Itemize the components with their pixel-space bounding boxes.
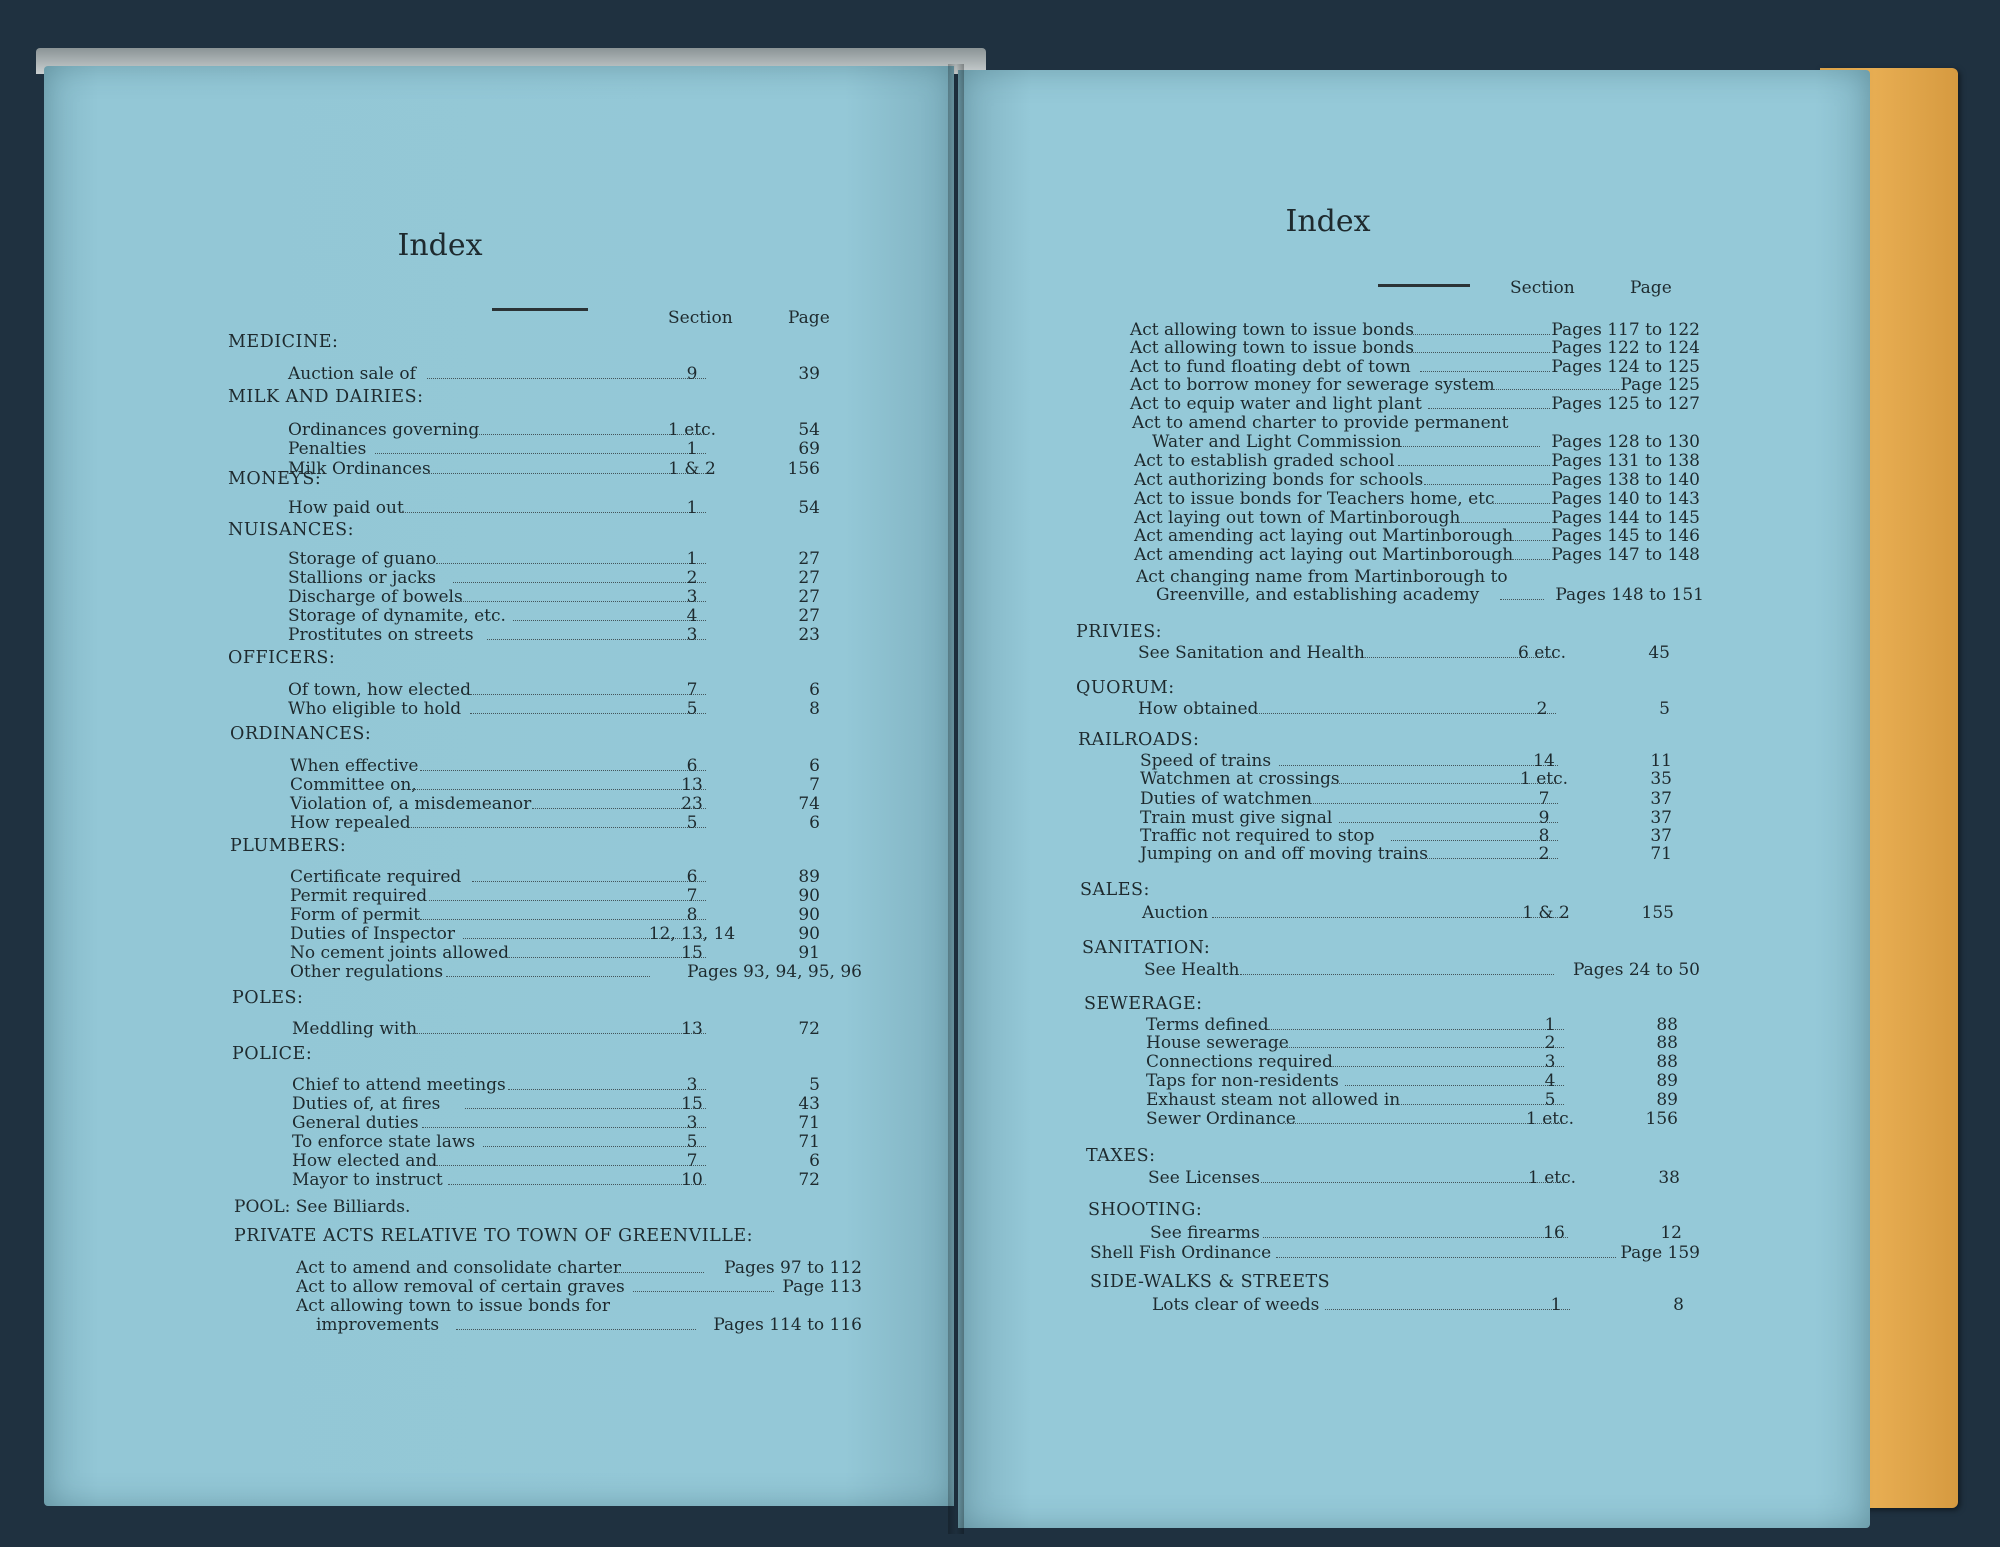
entry-page: 90 [798,905,820,925]
index-entry[interactable] [1130,320,1700,340]
entry-section: 7 [1538,789,1550,809]
category-heading: ORDINANCES: [230,724,372,744]
entry-label: Duties of watchmen [1140,789,1313,809]
entry-label: No cement joints allowed [290,943,510,963]
index-entry[interactable] [288,625,820,645]
entry-label: Auction sale of [288,364,416,384]
entry-label-line1: Act changing name from Martinborough to [1136,567,1508,587]
entry-page: 88 [1656,1015,1678,1035]
entry-label: Act to fund floating debt of town [1130,357,1411,377]
entry-page: 27 [798,549,820,569]
entry-label: Act to issue bonds for Teachers home, etc [1134,489,1495,509]
entry-page-reference: Page 125 [1620,375,1700,395]
entry-page: 54 [798,498,820,518]
page-column-header: Page [1630,278,1672,298]
entry-section: 4 [1544,1071,1556,1091]
entry-label: See Licenses [1148,1168,1260,1188]
index-entry[interactable] [288,498,820,518]
index-entry[interactable] [1134,470,1700,490]
index-entry[interactable] [1146,1090,1678,1110]
entry-label-line2: Water and Light Commission [1152,432,1402,452]
entry-page: 90 [798,886,820,906]
entry-section: 3 [686,1113,698,1133]
category-heading: SALES: [1080,880,1150,900]
entry-page: 39 [798,364,820,384]
index-entry[interactable] [1134,451,1700,471]
entry-label: Shell Fish Ordinance [1090,1243,1272,1263]
entry-page: 89 [798,867,820,887]
entry-label: Lots clear of weeds [1152,1295,1320,1315]
entry-page-reference: Pages 144 to 145 [1551,508,1700,528]
entry-label: Act to allow removal of certain graves [296,1277,625,1297]
index-entry[interactable] [288,587,820,607]
entry-label: Who eligible to hold [288,699,462,719]
entry-section: 2 [1536,699,1548,719]
entry-page-reference: Pages 128 to 130 [1551,432,1700,452]
entry-page-reference: Pages 147 to 148 [1551,545,1700,565]
entry-label: General duties [292,1113,419,1133]
category-heading: POLICE: [232,1044,313,1064]
entry-label: How repealed [290,813,411,833]
index-entry[interactable] [288,549,820,569]
page-column-header: Page [788,308,830,328]
entry-label: Act amending act laying out Martinborough [1134,545,1514,565]
index-entry[interactable] [290,867,820,887]
dot-leader [456,1329,696,1330]
entry-page: 8 [809,699,820,719]
entry-page-reference: Pages 93, 94, 95, 96 [687,962,862,982]
dot-leader [1500,599,1544,600]
entry-section: 7 [686,680,698,700]
entry-label: Chief to attend meetings [292,1075,506,1095]
index-entry[interactable] [288,680,820,700]
index-entry[interactable] [288,364,820,384]
entry-section: 23 [681,794,703,814]
entry-page: 88 [1656,1052,1678,1072]
entry-label: Speed of trains [1140,751,1272,771]
entry-page: 6 [809,1151,820,1171]
entry-section: 13 [681,1019,703,1039]
entry-section: 2 [1544,1033,1556,1053]
index-entry[interactable] [296,1258,862,1278]
entry-page: 45 [1648,643,1670,663]
entry-page-reference: Pages 131 to 138 [1551,451,1700,471]
entry-page: 12 [1660,1223,1682,1243]
section-column-header: Section [1510,278,1575,298]
category-heading: RAILROADS: [1078,730,1200,750]
entry-label: Prostitutes on streets [288,625,474,645]
dot-leader [1424,484,1550,485]
index-entry[interactable] [1138,699,1670,719]
entry-page-reference: Pages 140 to 143 [1551,489,1700,509]
category-heading: NUISANCES: [228,520,354,540]
index-entry[interactable] [1134,508,1700,528]
index-entry[interactable] [1146,1052,1678,1072]
entry-page-reference: Pages 114 to 116 [713,1315,862,1335]
entry-section: 5 [686,1132,698,1152]
dot-leader [1411,352,1550,353]
category-heading: SHOOTING: [1088,1200,1203,1220]
index-entry[interactable] [1144,960,1700,980]
entry-label: Act to amend and consolidate charter [296,1258,622,1278]
entry-label: Train must give signal [1140,808,1333,828]
entry-section: 1 etc. [1525,1109,1575,1129]
entry-label: See Sanitation and Health [1138,643,1365,663]
book-gutter [948,64,964,1534]
entry-label: Ordinances governing [288,420,480,440]
entry-label-line2: Greenville, and establishing academy [1156,585,1480,605]
dot-leader [1493,540,1550,541]
entry-label: Mayor to instruct [292,1170,443,1190]
entry-label: How paid out [288,498,404,518]
index-entry[interactable] [316,1315,862,1335]
index-entry[interactable] [290,924,820,944]
index-entry[interactable] [1142,903,1674,923]
entry-section: 4 [686,606,698,626]
entry-label: Meddling with [292,1019,418,1039]
entry-page: 71 [798,1113,820,1133]
entry-page: 37 [1650,826,1672,846]
entry-page: 89 [1656,1090,1678,1110]
entry-section: 14 [1533,751,1555,771]
index-entry[interactable] [1140,826,1672,846]
entry-label-line1: Act to amend charter to provide permanent [1132,413,1509,433]
index-entry[interactable] [1140,751,1672,771]
entry-page: 54 [798,420,820,440]
entry-label-line2: improvements [316,1315,440,1335]
entry-page: 71 [798,1132,820,1152]
entry-page: 74 [798,794,820,814]
index-entry[interactable] [292,1132,820,1152]
category-heading: MEDICINE: [228,332,339,352]
entry-label: Act allowing town to issue bonds [1130,338,1414,358]
entry-section: 1 [686,549,698,569]
entry-page-reference: Pages 24 to 50 [1572,960,1700,980]
index-entry[interactable] [1152,1295,1684,1315]
entry-section: 3 [686,625,698,645]
index-entry[interactable] [288,568,820,588]
entry-label: Taps for non-residents [1146,1071,1339,1091]
entry-page: 23 [798,625,820,645]
title-underline [1378,284,1470,287]
entry-page: 27 [798,606,820,626]
entry-label: Act allowing town to issue bonds [1130,320,1414,340]
index-entry[interactable] [1140,789,1672,809]
pool-entry: POOL: See Billiards. [234,1197,411,1217]
index-title: Index [397,228,483,263]
entry-label: Connections required [1146,1052,1333,1072]
entry-section: 1 etc. [667,420,717,440]
entry-page-reference: Pages 122 to 124 [1551,338,1700,358]
dot-leader [446,976,650,977]
index-entry[interactable] [1146,1015,1678,1035]
entry-page: 72 [798,1019,820,1039]
entry-section: 1 [1550,1295,1562,1315]
entry-page-reference: Page 159 [1620,1243,1700,1263]
index-entry[interactable] [290,943,820,963]
entry-section: 3 [1544,1052,1556,1072]
entry-section: 16 [1543,1223,1565,1243]
entry-section: 10 [681,1170,703,1190]
entry-page-reference: Pages 148 to 151 [1555,585,1704,605]
entry-page: 6 [809,680,820,700]
entry-section: 9 [686,364,698,384]
index-entry[interactable] [292,1075,820,1095]
entry-label: Act laying out town of Martinborough [1134,508,1461,528]
entry-label: Certificate required [290,867,462,887]
category-heading: OFFICERS: [228,648,336,668]
index-entry[interactable] [288,606,820,626]
index-entry[interactable] [290,813,820,833]
entry-section: 1 etc. [1527,1168,1577,1188]
entry-label: Of town, how elected [288,680,471,700]
entry-section: 1 [1544,1015,1556,1035]
category-heading: POLES: [232,988,304,1008]
category-heading: QUORUM: [1076,678,1175,698]
entry-label: Other regulations [290,962,444,982]
entry-page-reference: Pages 117 to 122 [1551,320,1700,340]
entry-section: 2 [1538,844,1550,864]
dot-leader [1450,522,1550,523]
index-entry[interactable] [290,756,820,776]
category-heading: MONEYS: [228,469,322,489]
dot-leader [1428,408,1550,409]
index-entry[interactable] [292,1113,820,1133]
index-entry[interactable] [292,1151,820,1171]
category-heading: TAXES: [1086,1146,1156,1166]
entry-section: 15 [681,1094,703,1114]
index-entry[interactable] [1156,585,1704,605]
entry-section: 6 [686,756,698,776]
entry-section: 9 [1538,808,1550,828]
entry-label: Form of permit [290,905,421,925]
entry-section: 1 etc. [1519,769,1569,789]
entry-page: 38 [1658,1168,1680,1188]
entry-section: 6 [686,867,698,887]
entry-page: 37 [1650,808,1672,828]
entry-label: Act amending act laying out Martinborough [1134,526,1514,546]
entry-section: 8 [686,905,698,925]
dot-leader [1276,1257,1616,1258]
entry-label: How elected and [292,1151,438,1171]
index-entry[interactable] [292,1170,820,1190]
entry-section: 5 [1544,1090,1556,1110]
entry-label: See firearms [1150,1223,1260,1243]
dot-leader [1493,559,1550,560]
index-entry[interactable] [1130,394,1700,414]
entry-label: Exhaust steam not allowed in [1146,1090,1401,1110]
entry-label: Permit required [290,886,428,906]
index-entry[interactable] [288,439,820,459]
entry-section: 2 [686,568,698,588]
entry-page: 6 [809,756,820,776]
dot-leader [1493,503,1550,504]
index-entry[interactable] [1138,643,1670,663]
index-entry[interactable] [1146,1071,1678,1091]
entry-label: Milk Ordinances [288,459,431,479]
entry-section: 13 [681,775,703,795]
category-heading: MILK AND DAIRIES: [228,387,424,407]
entry-section: 8 [1538,826,1550,846]
title-underline [492,308,588,311]
index-title: Index [1285,204,1371,239]
entry-page-reference: Pages 125 to 127 [1551,394,1700,414]
index-entry[interactable] [290,905,820,925]
entry-section: 1 & 2 [668,459,716,479]
entry-page: 5 [1659,699,1670,719]
entry-page: 156 [787,459,820,479]
entry-section: 3 [686,587,698,607]
entry-label: Watchmen at crossings [1140,769,1340,789]
entry-label: When effective [290,756,419,776]
entry-page: 69 [798,439,820,459]
entry-page: 90 [798,924,820,944]
category-heading: SEWERAGE: [1084,994,1203,1014]
entry-section: 6 etc. [1517,643,1567,663]
dot-leader [1240,974,1554,975]
index-entry[interactable] [1140,769,1672,789]
entry-label: Sewer Ordinance [1146,1109,1296,1129]
entry-section: 7 [686,1151,698,1171]
entry-section: 15 [681,943,703,963]
entry-label: Discharge of bowels [288,587,463,607]
index-entry[interactable] [292,1094,820,1114]
entry-section: 5 [686,813,698,833]
entry-section: 7 [686,886,698,906]
index-entry[interactable] [288,699,820,719]
index-entry[interactable] [1130,375,1700,395]
index-entry[interactable] [292,1019,820,1039]
entry-label: Duties of Inspector [290,924,456,944]
index-entry[interactable] [290,962,862,982]
index-entry[interactable] [1150,1223,1682,1243]
entry-label: Act to borrow money for sewerage system [1130,375,1495,395]
index-entry[interactable] [1134,545,1700,565]
category-heading: PRIVIES: [1076,622,1163,642]
index-entry[interactable] [1146,1033,1678,1053]
entry-page: 155 [1641,903,1674,923]
category-heading: SIDE-WALKS & STREETS [1090,1272,1331,1292]
index-entry[interactable] [296,1277,862,1297]
entry-page: 7 [809,775,820,795]
entry-page: 27 [798,587,820,607]
entry-page: 35 [1650,769,1672,789]
entry-label: Act to establish graded school [1134,451,1395,471]
entry-page: 72 [798,1170,820,1190]
entry-label: Duties of, at fires [292,1094,441,1114]
category-heading: PLUMBERS: [230,836,347,856]
dot-leader [1471,389,1619,390]
entry-section: 5 [686,699,698,719]
entry-page-reference: Page 113 [782,1277,862,1297]
entry-page: 37 [1650,789,1672,809]
index-entry[interactable] [1146,1109,1678,1129]
index-entry[interactable] [288,459,820,479]
entry-page: 156 [1645,1109,1678,1129]
index-entry[interactable] [1130,357,1700,377]
entry-page: 91 [798,943,820,963]
entry-page: 6 [809,813,820,833]
dot-leader [1420,371,1550,372]
entry-label: Auction [1142,903,1209,923]
entry-label: How obtained [1138,699,1259,719]
entry-label: Stallions or jacks [288,568,436,588]
dot-leader [633,1291,774,1292]
entry-label: Jumping on and off moving trains [1140,844,1428,864]
entry-label: To enforce state laws [292,1132,476,1152]
entry-page: 11 [1650,751,1672,771]
index-entry[interactable] [288,420,820,440]
entry-page: 8 [1673,1295,1684,1315]
dot-leader [1396,446,1540,447]
index-entry[interactable] [1134,526,1700,546]
entry-label: See Health [1144,960,1240,980]
entry-label: Act authorizing bonds for schools [1134,470,1424,490]
entry-section: 1 [686,498,698,518]
dot-leader [1411,334,1550,335]
entry-label: Act to equip water and light plant [1130,394,1422,414]
entry-label: Terms defined [1146,1015,1269,1035]
entry-page: 43 [798,1094,820,1114]
entry-page: 5 [809,1075,820,1095]
entry-label: Storage of guano [288,549,437,569]
entry-label: House sewerage [1146,1033,1289,1053]
entry-section: 1 & 2 [1522,903,1570,923]
dot-leader [616,1272,704,1273]
index-entry[interactable] [1148,1168,1680,1188]
index-entry[interactable] [1140,844,1672,864]
entry-page-reference: Pages 145 to 146 [1551,526,1700,546]
entry-page-reference: Pages 97 to 112 [724,1258,862,1278]
index-entry[interactable] [290,794,820,814]
entry-label-line1: Act allowing town to issue bonds for [296,1296,610,1316]
entry-page: 88 [1656,1033,1678,1053]
entry-page-reference: Pages 138 to 140 [1551,470,1700,490]
entry-page: 89 [1656,1071,1678,1091]
index-entry[interactable] [1140,808,1672,828]
entry-section: 12, 13, 14 [648,924,736,944]
entry-label: Penalties [288,439,367,459]
entry-page: 27 [798,568,820,588]
category-heading: PRIVATE ACTS RELATIVE TO TOWN OF GREENVILLE: [234,1226,754,1246]
entry-page-reference: Pages 124 to 125 [1551,357,1700,377]
dot-leader [1398,465,1550,466]
section-column-header: Section [668,308,733,328]
entry-label: Traffic not required to stop [1140,826,1375,846]
index-entry[interactable] [1090,1243,1700,1263]
entry-page: 71 [1650,844,1672,864]
entry-section: 1 [686,439,698,459]
entry-label: Storage of dynamite, etc. [288,606,506,626]
index-entry[interactable] [290,775,820,795]
entry-label: Committee on, [290,775,417,795]
index-entry[interactable] [1152,432,1700,452]
entry-section: 3 [686,1075,698,1095]
category-heading: SANITATION: [1082,938,1211,958]
index-entry[interactable] [290,886,820,906]
index-entry[interactable] [1134,489,1700,509]
entry-label: Violation of, a misdemeanor [290,794,532,814]
index-entry[interactable] [1130,338,1700,358]
